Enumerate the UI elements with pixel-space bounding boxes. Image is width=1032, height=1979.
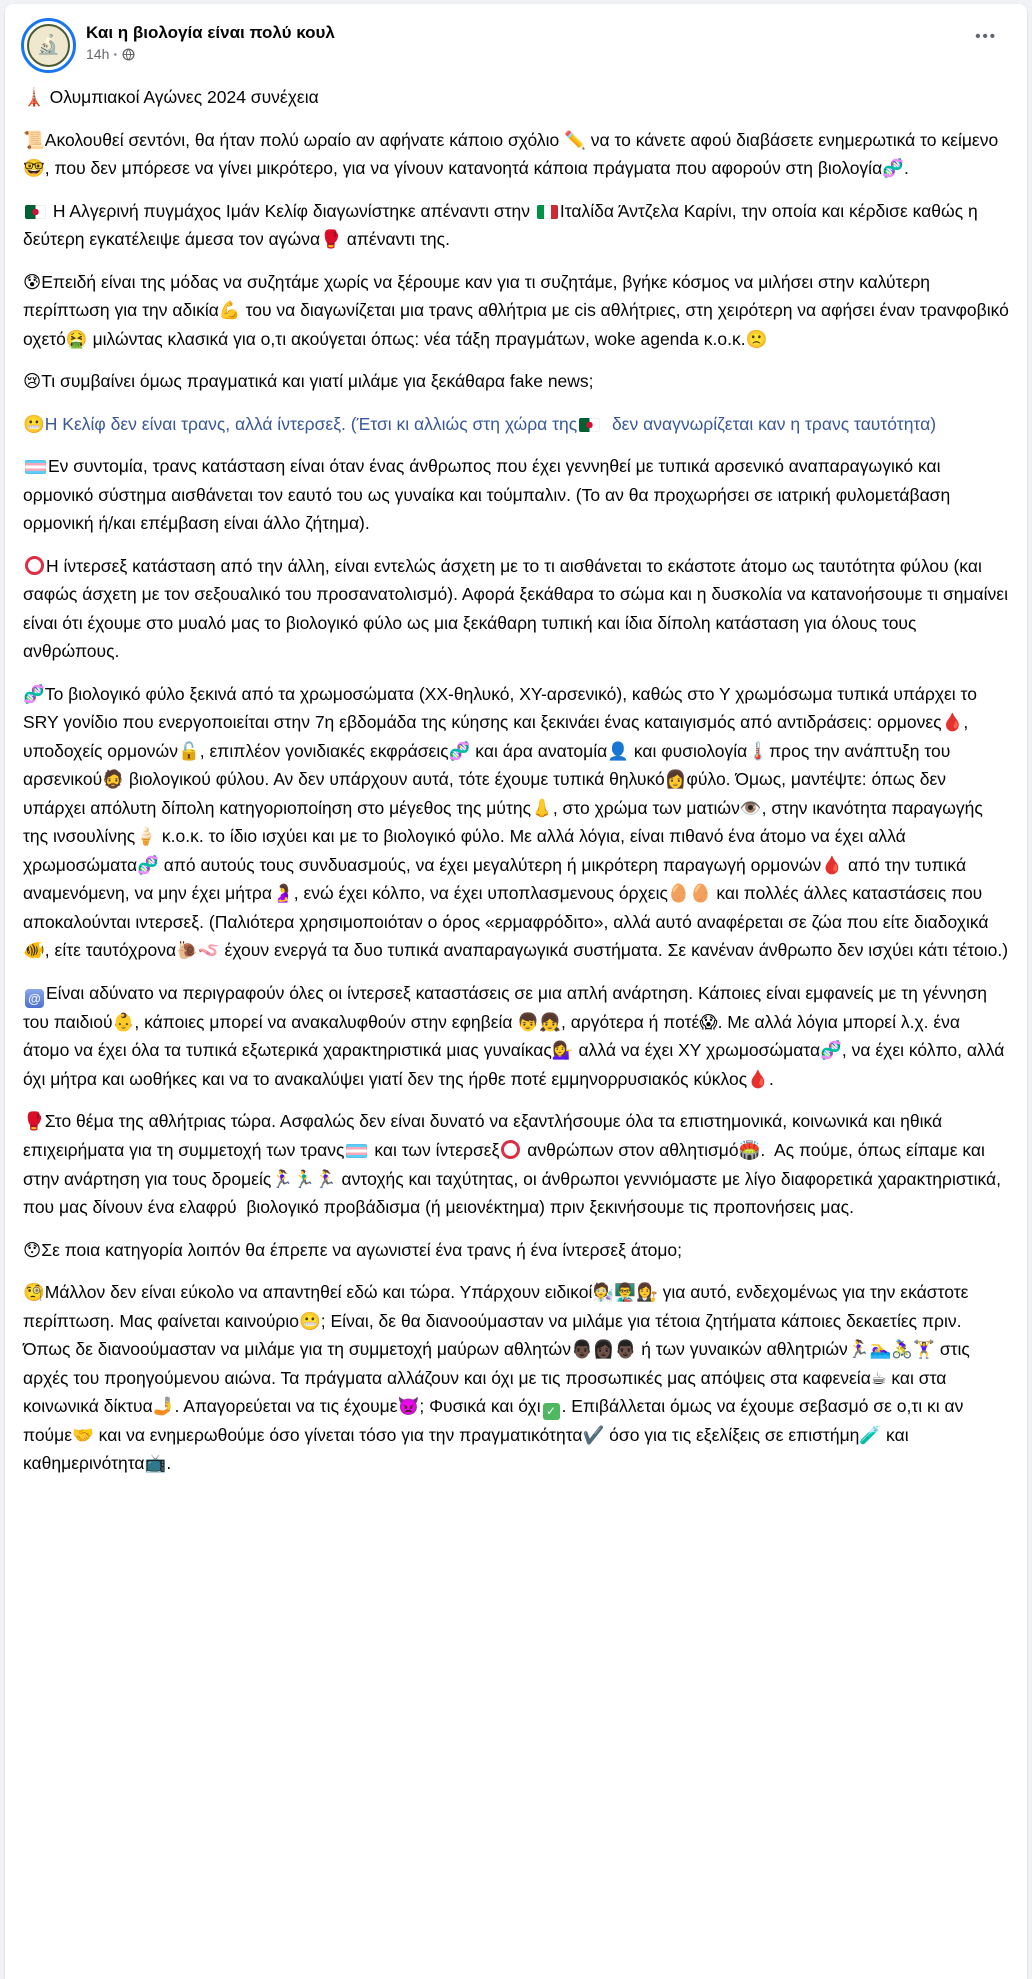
post-paragraph [23, 979, 1009, 1094]
post-text: , στην ικανότητα παραγωγής της ινσουλίνης [23, 797, 988, 847]
emoji: 🐌🪱 [176, 940, 220, 961]
post-text: ή των γυναικών αθλητριών [636, 1339, 848, 1360]
emoji: 👨🏿👩🏿👨🏿 [570, 1339, 637, 1360]
emoji: ☕ [870, 1367, 887, 1388]
emoji: 🏃‍♀️🏃‍♂️🏃‍♀️ [271, 1168, 337, 1189]
post-text: , επιπλέον γονιδιακές εκφράσεις [199, 740, 449, 761]
post-text: Είναι αδύνατο να περιγραφούν όλες οι ίντερσεξ καταστάσεις σε μια απλή ανάρτηση. Κάποιες είναι εμφανείς με τη γέννηση του παιδιού [23, 982, 992, 1032]
emoji: 👿 [397, 1396, 420, 1417]
emoji: 🔓 [177, 740, 200, 761]
emoji: 😱 [699, 1011, 718, 1032]
post-text: και καθημερινότητα [23, 1424, 914, 1474]
post-paragraph [23, 552, 1013, 666]
post-header-text [86, 18, 1011, 62]
post-text: ; Είναι, δε θα διανοούμασταν να μιλάμε για τέτοια ζητήματα κάποιες δεκαετίες πριν. Όπως δε διανοούμασταν να μιλάμε για τη συμμετοχή μαύρων αθλητών [23, 1310, 967, 1360]
at-badge-icon: @ [25, 989, 44, 1008]
emoji: 🧑‍🔬👨‍🏫👩‍⚖️ [592, 1282, 658, 1303]
emoji: 😯 [23, 1239, 42, 1260]
emoji: 🥊 [320, 229, 342, 250]
microscope-logo-icon: 🔬 [36, 35, 61, 56]
emoji: 🏟️ [738, 1139, 761, 1160]
post-text: Ολυμπιακοί Αγώνες 2024 συνέχεια [44, 87, 319, 107]
page-avatar[interactable] [21, 18, 76, 73]
emoji: 🧬 [137, 854, 159, 875]
emoji: 👦👧 [517, 1011, 561, 1032]
emoji: 🗼 [23, 87, 45, 107]
post-text: Στο θέμα της αθλήτριας τώρα. Ασφαλώς δεν είναι δυνατό να εξαντλήσουμε όλα τα επιστημονικά, κοινωνικά και ηθικά επιχειρήματα για τη συμμετοχή των τρανς [23, 1111, 947, 1160]
post-card [5, 4, 1027, 1979]
globe-privacy-icon [122, 48, 135, 61]
emoji: 🧬 [820, 1040, 842, 1061]
emoji: ✔️ [582, 1424, 605, 1445]
emoji: 😢 [23, 371, 42, 392]
emoji: 😬 [298, 1310, 321, 1331]
emoji: ✏️ [564, 129, 586, 150]
meta-separator: · [113, 46, 119, 63]
post-text: βιολογικού φύλου. Αν δεν υπάρχουν αυτά, τότε έχουμε τυπικά θηλυκό [123, 769, 665, 790]
post-paragraph [23, 268, 1014, 354]
post-body [5, 73, 1027, 1496]
post-text: Το βιολογικό φύλο ξεκινά από τα χρωμοσώματα (ΧΧ-θηλυκό, ΧΥ-αρσενικό), καθώς στο Υ χρωμόσωμα τυπικά υπάρχει το SRY γονίδιο που ενεργοποιείται στην 7η εβδομάδα της κύησης και ξεκινάει ένας καταιγισμός από αντιδράσεις: ορμονες [23, 683, 982, 733]
post-text: , να έχει κόλπο, αλλά όχι μήτρα και ωοθήκες και να το ανακαλύψει γιατί δεν της ήρθε ποτέ εμμηνορρυσιακός κύκλος [23, 1040, 1010, 1089]
green-check-icon: ✓ [543, 1403, 560, 1420]
post-text: . Επιβάλλεται όμως να έχουμε σεβασμό σε ο,τι κι αν πούμε [23, 1396, 969, 1445]
emoji: 🌡️ [747, 740, 770, 761]
post-paragraph [23, 410, 1009, 439]
emoji: 🙁 [745, 328, 768, 349]
page-avatar-logo [27, 24, 70, 67]
post-link[interactable]: Η Κελίφ δεν είναι τρανς, αλλά ίντερσεξ. (Έτσι κι αλλιώς στη χώρα της [44, 413, 578, 434]
post-text: έχουν ενεργά τα δυο τυπικά αναπαραγωγικά συστήματα. Σε κανέναν άνθρωπο δεν ισχύει κάτι τέτοιο.) [219, 940, 1009, 961]
algeria-flag-icon [579, 418, 600, 432]
post-text: όσο για τις εξελίξεις σε επιστήμη [604, 1424, 860, 1445]
post-text: . Με αλλά λόγια μπορεί λ.χ. ένα άτομο να έχει όλα τα τυπικά εξωτερικά χαρακτηριστικά μιας γυναίκας [23, 1011, 965, 1061]
post-text: Ακολουθεί σεντόνι, θα ήταν πολύ ωραίο αν αφήνατε κάποιο σχόλιο [44, 129, 565, 150]
post-text: , υποδοχείς ορμονών [23, 712, 974, 761]
post-text: φύλο. Όμως, μαντέψτε: όπως δεν υπάρχει απόλυτη δίπολη κατηγοριοποίηση στο μέγεθος της μύτης [23, 769, 951, 818]
trans-flag-icon [25, 460, 46, 474]
post-text: κ.ο.κ. το ίδιο ισχύει και με το βιολογικό φύλο. Με αλλά λόγια, είναι πιθανό ένα άτομο να έχει αλλά χρωμοσώματα [23, 826, 911, 875]
red-circle-icon [501, 1140, 520, 1159]
post-text: ; Φυσικά και όχι [419, 1396, 541, 1417]
post-paragraph [23, 126, 1009, 183]
post-text: . [768, 1068, 774, 1089]
post-text: να το κάνετε αφού διαβάσετε ενημερωτικά το κείμενο [585, 129, 999, 150]
post-text: Σε ποια κατηγορία λοιπόν θα έπρεπε να αγωνιστεί ένα τρανς ή ένα ίντερσεξ άτομο; [41, 1239, 683, 1260]
emoji: 🧐 [23, 1282, 45, 1303]
post-paragraph [23, 197, 1009, 254]
post-text: . [166, 1453, 172, 1474]
post-paragraph [23, 1107, 1009, 1221]
post-text: και στα κοινωνικά δίκτυα [23, 1367, 952, 1417]
post-text: Εν συντομία, τρανς κατάσταση είναι όταν ένας άνθρωπος που έχει γεννηθεί με τυπικά αρσενικό αναπαραγωγικό και ορμονικό σύστημα αισθάνεται τον εαυτό του ως γυναίκα και τούμπαλιν. (Το αν θα προχωρήσει σε ιατρική φυλομετάβαση ορμονική ή/και επέμβαση είναι άλλο ζήτημα). [23, 456, 956, 534]
emoji: 🧬 [23, 683, 45, 704]
emoji: 🐠 [23, 940, 45, 961]
emoji: 📺 [144, 1453, 167, 1474]
emoji: 🧬 [882, 158, 904, 179]
post-paragraph [23, 1278, 1009, 1478]
emoji: 🩸 [747, 1068, 769, 1089]
emoji: 👃 [531, 797, 553, 818]
emoji: 💁‍♀️ [551, 1040, 574, 1061]
post-meta [86, 46, 1011, 62]
post-text: αλλά να έχει ΧΥ χρωμοσώματα [573, 1040, 821, 1061]
post-link[interactable]: δεν αναγνωρίζεται καν η τρανς ταυτότητα) [602, 413, 937, 434]
post-text: , αργότερα ή ποτέ [561, 1011, 700, 1032]
post-text: , κάποιες μπορεί να ανακαλυφθούν στην εφηβεία [134, 1011, 518, 1032]
post-text: και να ενημερωθούμε όσο γίνεται τόσο για την πραγματικότητα [93, 1424, 583, 1445]
post-text: και άρα ανατομία [470, 740, 608, 761]
post-text: . [904, 158, 909, 179]
post-text: . Ας πούμε, όπως είπαμε και στην ανάρτηση για τους δρομείς [23, 1139, 990, 1189]
post-text: , ενώ έχει κόλπο, να έχει υποπλασμενους όρχεις [293, 883, 668, 904]
post-text: Η ίντερσεξ κατάσταση από την άλλη, είναι εντελώς άσχετη με το τι αισθάνεται το εκάστοτε άτομο ως ταυτότητα φύλου (και σαφώς άσχετη με τον σεξουαλικό του προσανατολισμό). Αφορά ξεκάθαρα το σώμα και η δυσκολία να κατανοήσουμε τι σημαίνει είναι ότι έχουμε στο μυαλό μας το βιολογικό φύλο ως μια ξεκάθαρη τυπική και ίδια δίπολη κατάσταση για όλους τους ανθρώπους. [23, 555, 1013, 662]
post-header [5, 16, 1027, 73]
post-text: και των ίντερσεξ [369, 1139, 500, 1160]
post-paragraph [23, 452, 1009, 538]
post-text: , που δεν μπόρεσε να γίνει μικρότερο, για να γίνουν κατανοητά κάποια πράγματα που αφορούν στη βιολογία [44, 158, 883, 179]
emoji: 👩 [664, 769, 687, 790]
post-text: . Απαγορεύεται να τις έχουμε [174, 1396, 398, 1417]
emoji: 🩸 [941, 712, 964, 733]
post-text: μιλώντας κλασικά για ο,τι ακούγεται όπως: νέα τάξη πραγμάτων, woke agenda κ.ο.κ. [87, 328, 746, 349]
emoji: 👁️ [739, 797, 762, 818]
page-name[interactable]: Και η βιολογία είναι πολύ κουλ [86, 23, 335, 42]
trans-flag-icon [346, 1144, 367, 1158]
timestamp[interactable]: 14h [86, 46, 110, 63]
post-text: Επειδή είναι της μόδας να συζητάμε χωρίς να ξέρουμε καν για τι συζητάμε, βγήκε κόσμος να μιλήσει στην καλύτερη περίπτωση για την αδικία [23, 271, 935, 321]
emoji: 🤰 [271, 883, 294, 904]
post-text: του να διαγωνίζεται μια τρανς αθλήτρια με cis αθλήτριες, στη χειρότερη να αφήσει έναν τρανφοβικό οχετό [23, 300, 1014, 349]
post-text: Η Αλγερινή πυγμάχος Ιμάν Κελίφ διαγωνίστηκε απέναντι στην [48, 200, 535, 221]
emoji: 📜 [23, 129, 45, 150]
post-paragraph [23, 680, 1009, 965]
emoji: 😰 [23, 271, 42, 292]
post-text: αντοχής και ταχύτητας, οι άνθρωποι γεννιόμαστε με λίγο διαφορετικά χαρακτηριστικά, που μας δίνουν ένα ελαφρύ βιολογικό προβάδισμα (ή μειονέκτημα) πριν ξεκινήσουμε τις προπονήσεις μας. [23, 1168, 1006, 1218]
post-text: προς την ανάπτυξη του αρσενικού [23, 740, 956, 790]
emoji: 🤮 [65, 328, 88, 349]
post-text: και πολλές άλλες καταστάσεις που αποκαλούνται ιντερσεξ. (Παλιότερα χρησιμοποιόταν ο όρος «ερμαφρόδιτο», αλλά αυτό αναφέρεται σε ζώα που είτε διαδοχικά [23, 883, 989, 932]
post-text: στις αρχές του προηγούμενου αιώνα. Τα πράγματα αλλάζουν και όχι με τις προσωπικές μας απόψεις στα καφενεία [23, 1339, 975, 1388]
emoji: 🍦 [135, 826, 158, 847]
emoji: 🧪 [859, 1424, 882, 1445]
post-paragraph [23, 367, 1009, 396]
emoji: 👶 [112, 1011, 135, 1032]
emoji: 🤳 [152, 1396, 175, 1417]
emoji: 🧬 [448, 740, 471, 761]
emoji: 🏃‍♀️🏊‍♀️🚴‍♀️🏋️‍♀️ [847, 1339, 935, 1360]
red-circle-icon [25, 556, 44, 575]
emoji: 🩸 [821, 854, 844, 875]
post-paragraph [23, 83, 1009, 112]
post-text: ανθρώπων στον αθλητισμό [522, 1139, 739, 1160]
post-text: απέναντι της. [341, 229, 450, 250]
emoji: 🤝 [72, 1424, 94, 1445]
emoji: 👤 [607, 740, 630, 761]
emoji: 🥊 [23, 1111, 45, 1132]
italy-flag-icon [537, 205, 558, 219]
emoji: 🤓 [23, 158, 45, 179]
post-text: από αυτούς τους συνδυασμούς, να έχει μεγαλύτερη ή μικρότερη παραγωγή ορμονών [158, 854, 822, 875]
post-text: Μάλλον δεν είναι εύκολο να απαντηθεί εδώ και τώρα. Υπάρχουν ειδικοί [44, 1282, 593, 1303]
emoji: 🧔 [102, 769, 124, 790]
emoji: 💪 [218, 300, 241, 321]
post-text: , στο χρώμα των ματιών [552, 797, 740, 818]
emoji: 🥚🥚 [667, 883, 712, 904]
post-text: από την τυπικά αναμενόμενη, να μην έχει μήτρα [23, 854, 971, 904]
post-text: Ιταλίδα Άντζελα Καρίνι, την οποία και κέρδισε καθώς η δεύτερη εγκατέλειψε άμεσα τον αγώνα [23, 200, 983, 250]
algeria-flag-icon [25, 205, 46, 219]
emoji: 😬 [23, 413, 45, 434]
post-paragraph [23, 1236, 1009, 1265]
more-options-button[interactable]: ••• [975, 28, 997, 45]
post-text: Τι συμβαίνει όμως πραγματικά και γιατί μιλάμε για ξεκάθαρα fake news; [41, 371, 594, 392]
post-text: και φυσιολογία [629, 740, 748, 761]
post-text: για αυτό, ενδεχομένως για την εκάστοτε περίπτωση. Μας φαίνεται καινούριο [23, 1282, 974, 1331]
post-text: , είτε ταυτόχρονα [44, 940, 177, 961]
